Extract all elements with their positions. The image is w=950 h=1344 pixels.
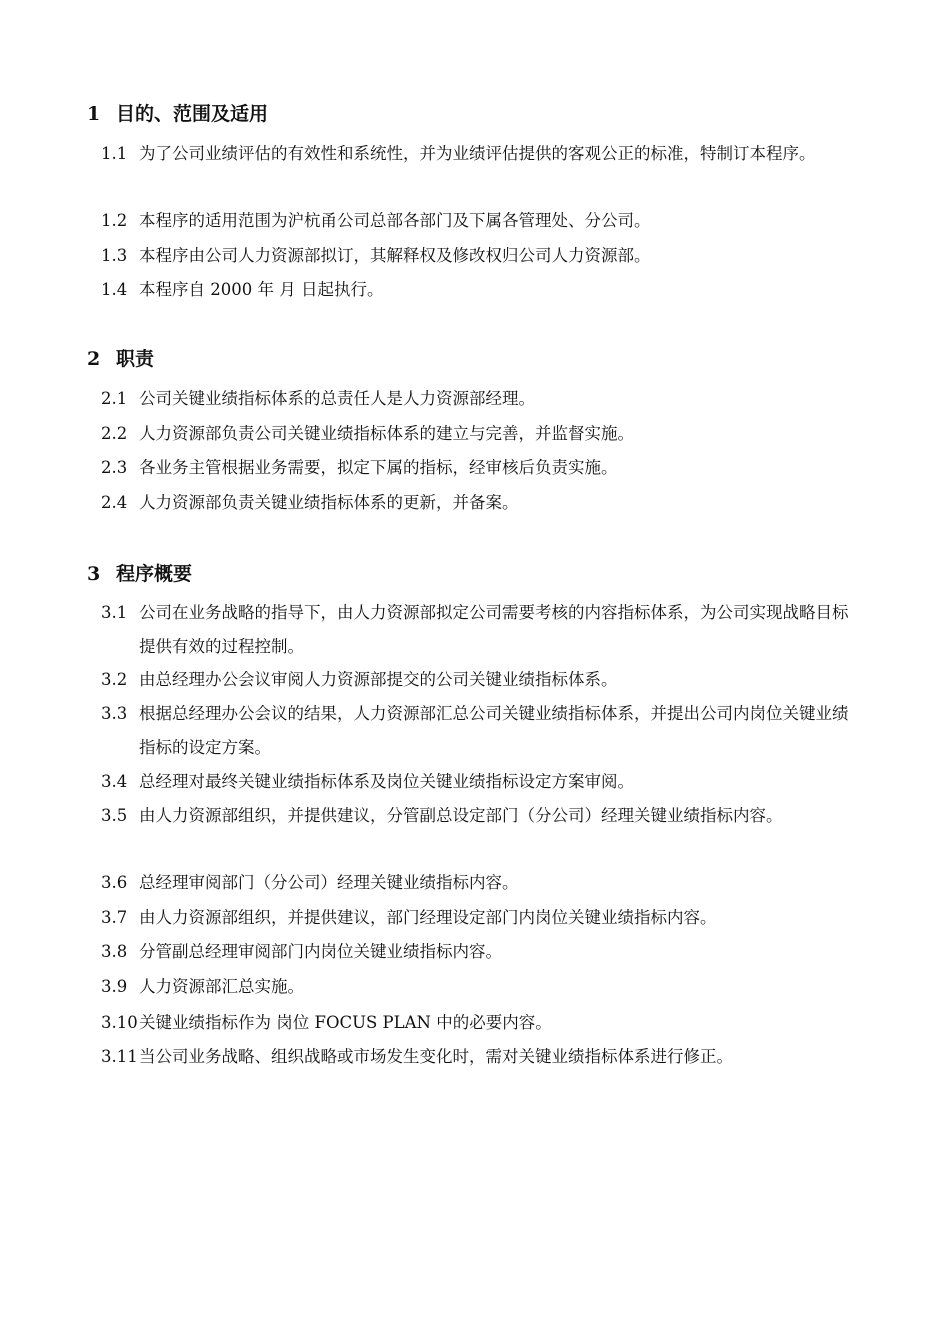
item-number: 3.5 [101,806,128,825]
section-title: 程序概要 [116,563,193,585]
item-number: 2.2 [101,424,128,443]
list-item [101,382,851,416]
section-heading [87,561,192,587]
item-text: 人力资源部负责公司关键业绩指标体系的建立与完善，并监督实施。 [139,424,634,443]
item-text: 根据总经理办公会议的结果，人力资源部汇总公司关键业绩指标体系，并提出公司内岗位关键业绩指标的设定方案。 [139,704,849,757]
item-number: 3.1 [101,603,128,622]
list-item [101,417,851,451]
item-number: 1.2 [101,211,128,230]
list-item [101,1006,851,1040]
section-heading [87,101,268,127]
item-number: 1.3 [101,246,128,265]
item-text: 当公司业务战略、组织战略或市场发生变化时，需对关键业绩指标体系进行修正。 [139,1047,733,1066]
list-item [101,697,851,765]
item-number: 2.3 [101,458,128,477]
item-number: 3.11 [101,1047,138,1066]
item-number: 3.10 [101,1013,138,1032]
item-number: 3.2 [101,670,128,689]
item-text: 由总经理办公会议审阅人力资源部提交的公司关键业绩指标体系。 [139,670,618,689]
item-number: 3.4 [101,772,128,791]
item-text: 人力资源部汇总实施。 [139,977,304,996]
list-item [101,239,851,273]
section-number: 1 [87,103,101,125]
item-number: 2.4 [101,493,128,512]
item-text: 公司关键业绩指标体系的总责任人是人力资源部经理。 [139,389,535,408]
item-text: 总经理对最终关键业绩指标体系及岗位关键业绩指标设定方案审阅。 [139,772,634,791]
list-item [101,901,851,935]
list-item [101,486,851,520]
section-number: 2 [87,348,101,370]
section-heading [87,346,154,372]
list-item [101,137,851,171]
list-item [101,596,851,664]
item-text: 总经理审阅部门（分公司）经理关键业绩指标内容。 [139,873,519,892]
list-item [101,799,851,833]
section-title: 职责 [116,348,155,370]
item-text: 关键业绩指标作为 岗位 FOCUS PLAN 中的必要内容。 [139,1013,552,1032]
item-text: 由人力资源部组织，并提供建议，分管副总设定部门（分公司）经理关键业绩指标内容。 [139,806,783,825]
list-item [101,663,851,697]
list-item [101,866,851,900]
item-text: 为了公司业绩评估的有效性和系统性，并为业绩评估提供的客观公正的标准，特制订本程序。 [139,144,816,163]
section-title: 目的、范围及适用 [116,103,269,125]
item-text: 本程序自 2000 年 月 日起执行。 [139,280,384,299]
item-number: 1.4 [101,280,128,299]
list-item [101,273,851,307]
item-number: 3.8 [101,942,128,961]
item-number: 3.3 [101,704,128,723]
item-text: 各业务主管根据业务需要，拟定下属的指标，经审核后负责实施。 [139,458,618,477]
item-text: 本程序的适用范围为沪杭甬公司总部各部门及下属各管理处、分公司。 [139,211,651,230]
list-item [101,970,851,1004]
item-number: 2.1 [101,389,128,408]
item-number: 3.7 [101,908,128,927]
item-text: 由人力资源部组织，并提供建议，部门经理设定部门内岗位关键业绩指标内容。 [139,908,717,927]
item-text: 本程序由公司人力资源部拟订，其解释权及修改权归公司人力资源部。 [139,246,651,265]
list-item [101,1040,851,1074]
list-item [101,765,851,799]
item-text: 分管副总经理审阅部门内岗位关键业绩指标内容。 [139,942,502,961]
item-text: 人力资源部负责关键业绩指标体系的更新，并备案。 [139,493,519,512]
list-item [101,204,851,238]
list-item [101,451,851,485]
item-number: 3.9 [101,977,128,996]
item-number: 3.6 [101,873,128,892]
item-text: 公司在业务战略的指导下，由人力资源部拟定公司需要考核的内容指标体系，为公司实现战略目标提供有效的过程控制。 [139,603,849,656]
item-number: 1.1 [101,144,128,163]
list-item [101,935,851,969]
section-number: 3 [87,563,101,585]
